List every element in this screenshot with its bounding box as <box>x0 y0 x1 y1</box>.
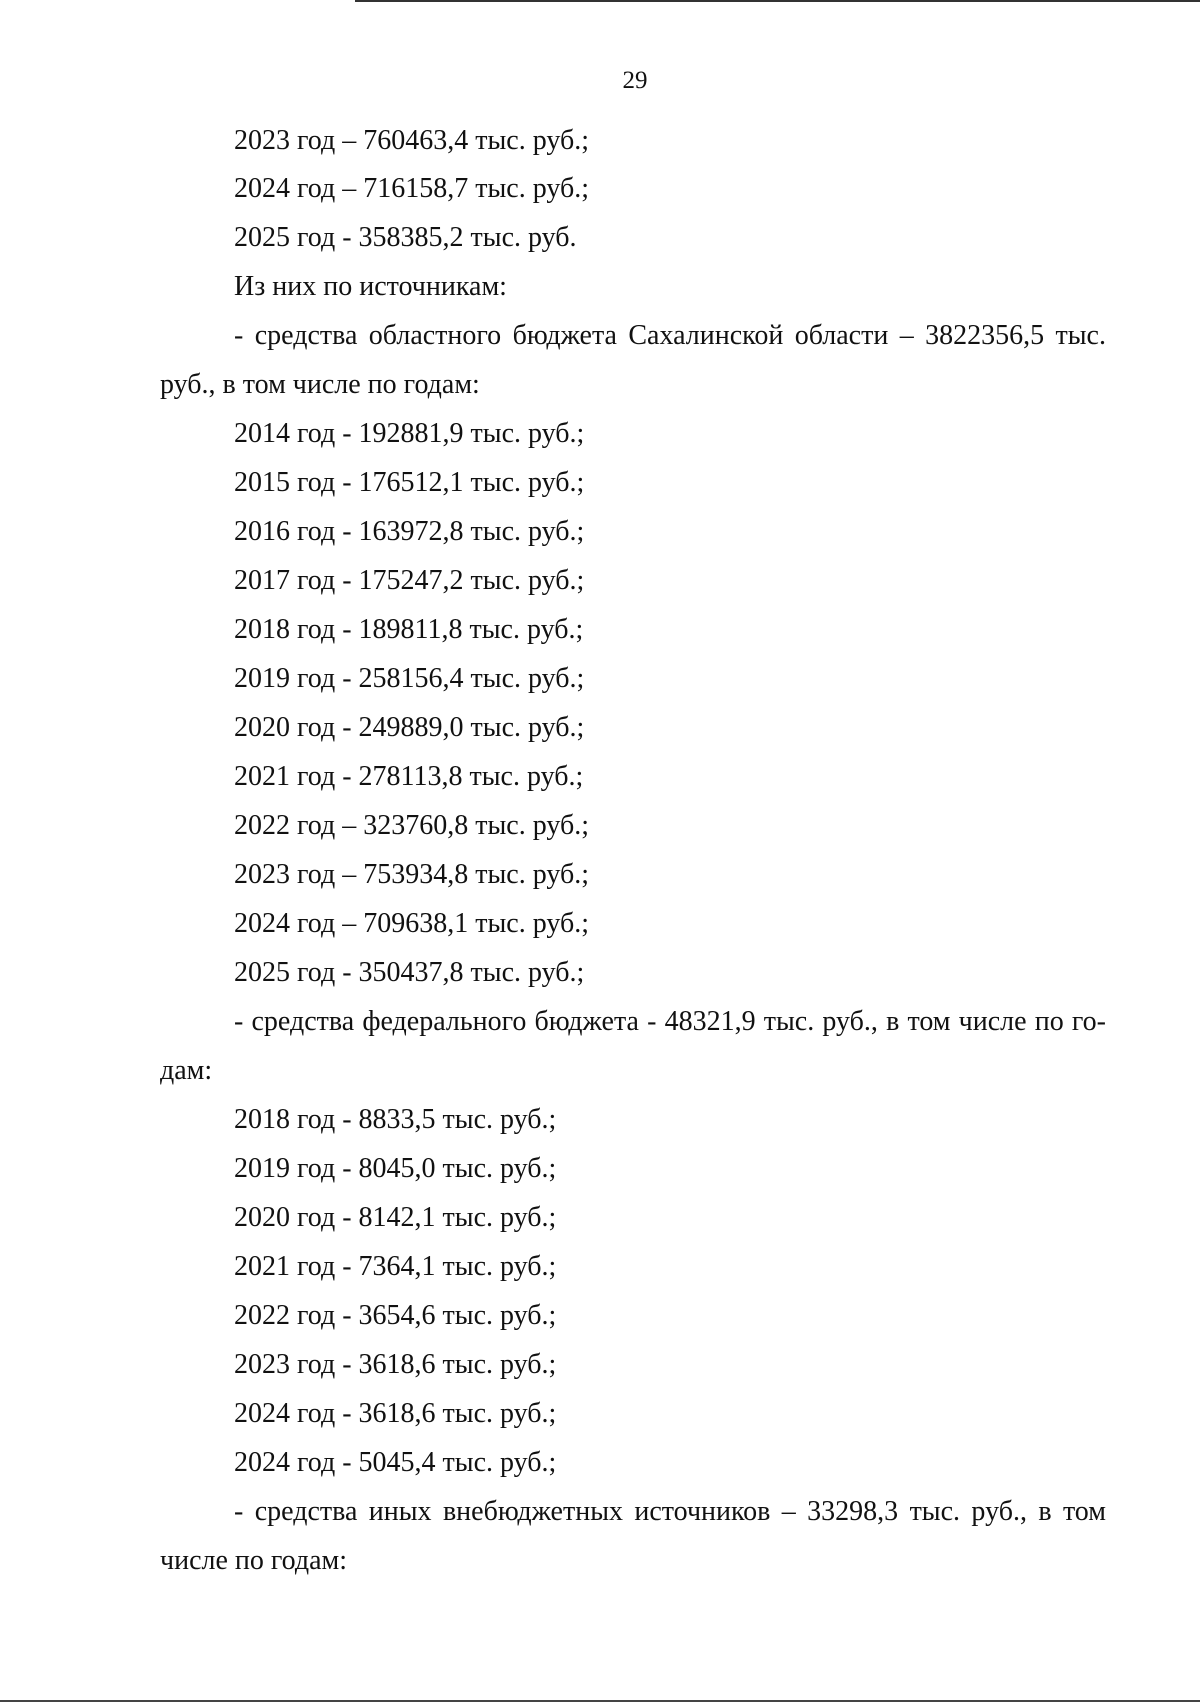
regional-year-line: 2025 год - 350437,8 тыс. руб.; <box>234 957 585 988</box>
regional-year-line: 2021 год - 278113,8 тыс. руб.; <box>234 761 584 792</box>
regional-year-line: 2018 год - 189811,8 тыс. руб.; <box>234 614 584 645</box>
scan-bottom-edge <box>0 1700 1200 1702</box>
regional-year-line: 2015 год - 176512,1 тыс. руб.; <box>234 467 585 498</box>
federal-year-line: 2020 год - 8142,1 тыс. руб.; <box>234 1202 557 1233</box>
sources-intro: Из них по источникам: <box>234 271 507 302</box>
federal-year-line: 2019 год - 8045,0 тыс. руб.; <box>234 1153 557 1184</box>
federal-year-line: 2022 год - 3654,6 тыс. руб.; <box>234 1300 557 1331</box>
regional-year-line: 2019 год - 258156,4 тыс. руб.; <box>234 663 585 694</box>
federal-year-line: 2021 год - 7364,1 тыс. руб.; <box>234 1251 557 1282</box>
year-line: 2024 год – 716158,7 тыс. руб.; <box>234 173 589 204</box>
scan-top-edge <box>355 0 1200 2</box>
regional-year-line: 2023 год – 753934,8 тыс. руб.; <box>234 859 589 890</box>
page-number: 29 <box>622 67 648 94</box>
regional-year-line: 2022 год – 323760,8 тыс. руб.; <box>234 810 589 841</box>
federal-year-line: 2023 год - 3618,6 тыс. руб.; <box>234 1349 557 1380</box>
regional-budget-heading-cont: руб., в том числе по годам: <box>160 369 480 400</box>
regional-year-line: 2020 год - 249889,0 тыс. руб.; <box>234 712 585 743</box>
regional-budget-heading: - средства областного бюджета Сахалинской области – 3822356,5 тыс. <box>234 320 1106 351</box>
regional-year-line: 2014 год - 192881,9 тыс. руб.; <box>234 418 585 449</box>
federal-year-line: 2024 год - 3618,6 тыс. руб.; <box>234 1398 557 1429</box>
federal-year-line: 2018 год - 8833,5 тыс. руб.; <box>234 1104 557 1135</box>
regional-year-line: 2016 год - 163972,8 тыс. руб.; <box>234 516 585 547</box>
federal-budget-heading: - средства федерального бюджета - 48321,9 тыс. руб., в том числе по го- <box>234 1006 1106 1037</box>
year-line: 2023 год – 760463,4 тыс. руб.; <box>234 125 589 156</box>
other-sources-heading-cont: числе по годам: <box>160 1545 348 1576</box>
regional-year-line: 2024 год – 709638,1 тыс. руб.; <box>234 908 589 939</box>
other-sources-heading: - средства иных внебюджетных источников – 33298,3 тыс. руб., в том <box>234 1496 1106 1527</box>
federal-year-line: 2024 год - 5045,4 тыс. руб.; <box>234 1447 557 1478</box>
federal-budget-heading-cont: дам: <box>160 1055 213 1086</box>
year-line: 2025 год - 358385,2 тыс. руб. <box>234 222 577 253</box>
regional-year-line: 2017 год - 175247,2 тыс. руб.; <box>234 565 585 596</box>
